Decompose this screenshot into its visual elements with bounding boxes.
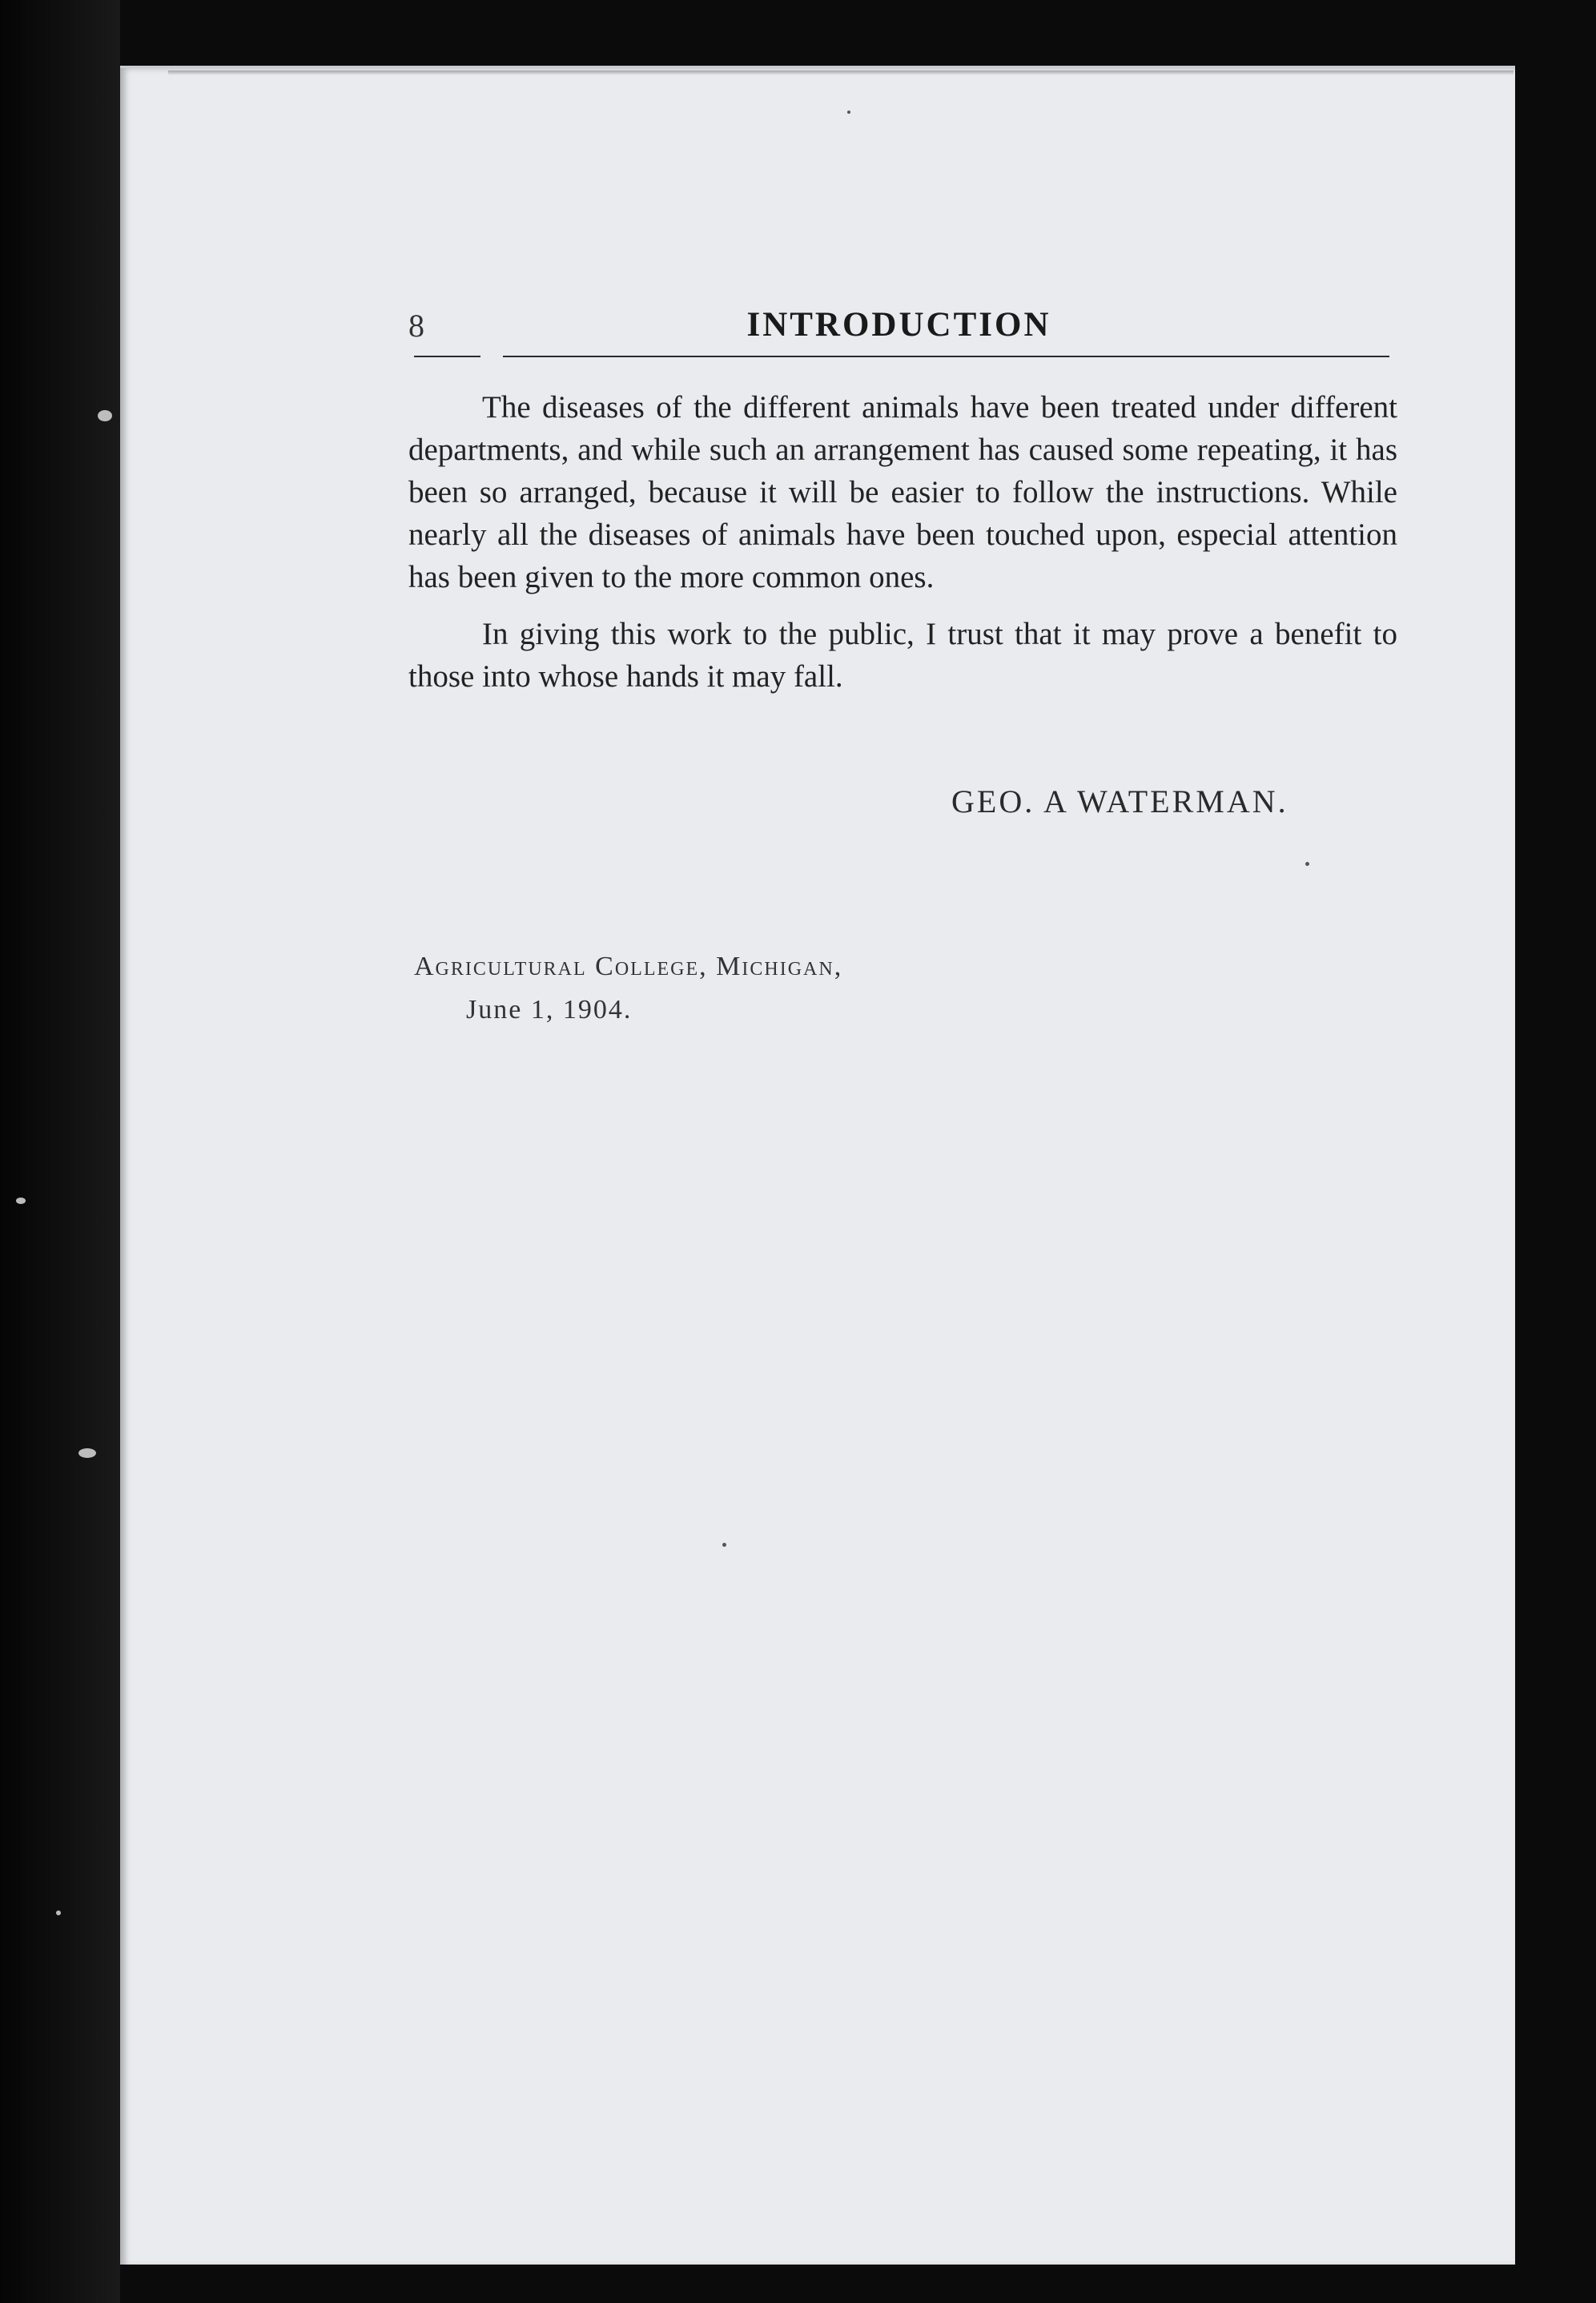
page-edge-shadow xyxy=(168,70,1514,75)
scan-speck xyxy=(98,410,112,421)
introduction-text xyxy=(408,386,1397,698)
dateline-date: June 1, 1904. xyxy=(466,995,633,1025)
scan-speck xyxy=(78,1448,96,1458)
print-speck xyxy=(847,111,850,114)
scan-background xyxy=(0,0,120,2303)
heading-rule-gap xyxy=(480,354,503,359)
scan-speck xyxy=(56,1910,61,1915)
page-heading: INTRODUCTION xyxy=(746,306,1051,344)
scan-bottom-edge xyxy=(120,2265,1515,2303)
author-signature: GEO. A WATERMAN. xyxy=(951,783,1288,819)
heading-rule xyxy=(414,356,1389,357)
paragraph: In giving this work to the public, I trust that it may prove a benefit to those into whose hands it may fall. xyxy=(408,617,1397,694)
page-number: 8 xyxy=(408,308,424,344)
paragraph: The diseases of the different animals have been treated under different departments, and while such an arrangement has caused some repeating, it has been so arranged, because it will be easier to follow the instructions. While nearly all the diseases of animals have been touched upon, especial attention has been given to the more common ones. xyxy=(408,390,1397,594)
scan-speck xyxy=(16,1198,26,1204)
print-speck xyxy=(722,1543,726,1547)
print-speck xyxy=(1305,862,1309,866)
dateline-place: Agricultural College, Michigan, xyxy=(414,952,843,981)
running-head xyxy=(408,307,1389,347)
